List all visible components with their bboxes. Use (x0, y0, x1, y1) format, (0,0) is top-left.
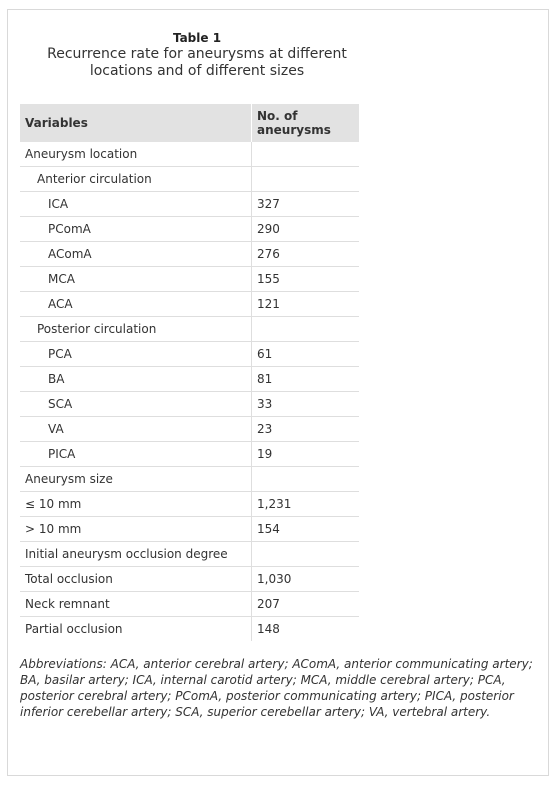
table-caption (8, 30, 386, 80)
table-row (20, 442, 359, 467)
table-number: Table 1 (172, 31, 222, 45)
row-value (252, 167, 360, 192)
table-row (20, 617, 359, 642)
row-label: Aneurysm size (20, 467, 252, 492)
row-label: MCA (20, 267, 252, 292)
table-title-line-1: Recurrence rate for aneurysms at different (47, 46, 347, 62)
row-value: 61 (252, 342, 360, 367)
table-panel (7, 9, 549, 776)
abbreviations-footnote: Abbreviations: ACA, anterior cerebral artery; AComA, anterior communicating artery; BA, basilar artery; ICA, internal carotid artery; MCA, middle cerebral artery; PCA, posterior cerebral artery; PComA, posterior communicating artery; PICA, posterior inferior cerebellar artery; SCA, superior cerebellar artery; VA, vertebral artery. (20, 657, 533, 719)
row-value: 81 (252, 367, 360, 392)
table-row (20, 467, 359, 492)
row-value: 23 (252, 417, 360, 442)
row-value: 155 (252, 267, 360, 292)
row-value (252, 542, 360, 567)
header-variables: Variables (20, 104, 252, 142)
table-row (20, 592, 359, 617)
row-value: 327 (252, 192, 360, 217)
row-label: VA (20, 417, 252, 442)
header-count: No. of aneurysms (252, 104, 360, 142)
row-label: Anterior circulation (20, 167, 252, 192)
row-label: ICA (20, 192, 252, 217)
row-value: 1,231 (252, 492, 360, 517)
table-row (20, 542, 359, 567)
table-row (20, 242, 359, 267)
table-row (20, 217, 359, 242)
row-label: Aneurysm location (20, 142, 252, 167)
header-row (20, 104, 359, 142)
row-label: Posterior circulation (20, 317, 252, 342)
row-label: AComA (20, 242, 252, 267)
table-row (20, 192, 359, 217)
row-value: 33 (252, 392, 360, 417)
row-label: ≤ 10 mm (20, 492, 252, 517)
row-label: PComA (20, 217, 252, 242)
row-label: Partial occlusion (20, 617, 252, 642)
row-value: 148 (257, 622, 280, 636)
row-label: SCA (20, 392, 252, 417)
table-row (20, 492, 359, 517)
table-title-line-2: locations and of different sizes (89, 63, 305, 79)
table-row (20, 292, 359, 317)
table-row (20, 267, 359, 292)
row-value: 121 (252, 292, 360, 317)
table-row (20, 417, 359, 442)
data-table (20, 104, 359, 641)
table-row (20, 367, 359, 392)
row-value (252, 142, 360, 167)
row-value: 207 (252, 592, 360, 617)
row-value (252, 317, 360, 342)
table-row (20, 342, 359, 367)
row-value: 276 (252, 242, 360, 267)
row-label: Initial aneurysm occlusion degree (20, 542, 252, 567)
table-row (20, 392, 359, 417)
row-label: > 10 mm (20, 517, 252, 542)
row-value: 19 (252, 442, 360, 467)
table-row (20, 517, 359, 542)
row-value: 1,030 (252, 567, 360, 592)
table-row (20, 567, 359, 592)
row-label: Neck remnant (20, 592, 252, 617)
table-row (20, 142, 359, 167)
row-value: 290 (252, 217, 360, 242)
row-label: ACA (20, 292, 252, 317)
row-label: PICA (20, 442, 252, 467)
row-value (252, 467, 360, 492)
row-label: PCA (20, 342, 252, 367)
row-label: BA (20, 367, 252, 392)
row-value: 154 (252, 517, 360, 542)
table-row (20, 317, 359, 342)
table-row (20, 167, 359, 192)
row-label: Total occlusion (20, 567, 252, 592)
